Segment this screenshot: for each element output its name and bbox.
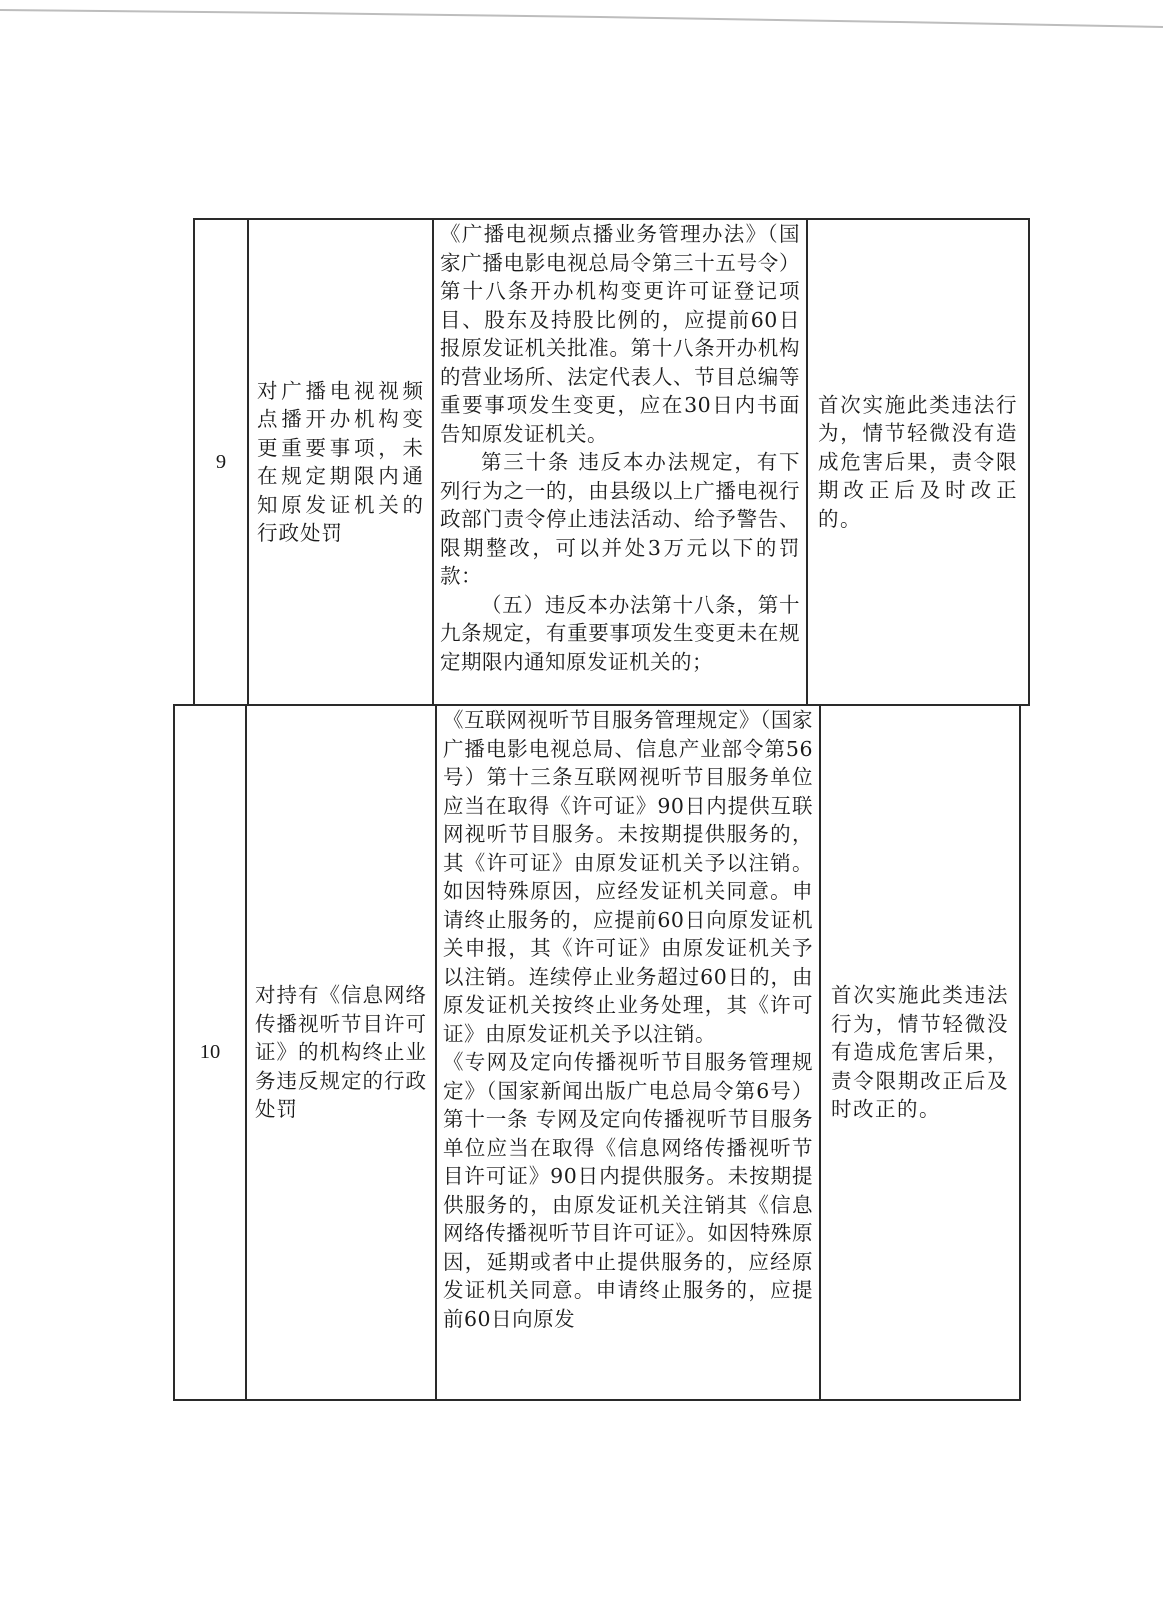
regulation-row-9 bbox=[193, 218, 1030, 706]
basis-paragraph: 《互联网视听节目服务管理规定》（国家广播电影电视总局、信息产业部令第56号）第十三条互联网视听节目服务单位应当在取得《许可证》90日内提供互联网视听节目服务。未按期提供服务的，其《许可证》由原发证机关予以注销。如因特殊原因，应经发证机关同意。申请终止服务的，应提前60日向原发证机关申报，其《许可证》由原发证机关予以注销。连续停止业务超过60日的，由原发证机关按终止业务处理，其《许可证》由原发证机关予以注销。 bbox=[443, 708, 813, 1046]
exemption-text: 首次实施此类违法行为，情节轻微没有造成危害后果，责令限期改正后及时改正的。 bbox=[818, 392, 1018, 531]
regulation-row-10 bbox=[173, 704, 1021, 1401]
basis-paragraph: （五）违反本办法第十八条，第十九条规定，有重要事项发生变更未在规定期限内通知原发证机关的； bbox=[440, 592, 800, 674]
basis-paragraph: 《专网及定向传播视听节目服务管理规定》（国家新闻出版广电总局令第6号）第十一条 专网及定向传播视听节目服务单位应当在取得《信息网络传播视听节目许可证》90日内提供服务。未按期提供服务的，由原发证机关注销其《信息网络传播视听节目许可证》。如因特殊原因，延期或者中止提供服务的，应经原发证机关同意。申请终止服务的，应提前60日向原发 bbox=[443, 1050, 813, 1331]
basis-paragraph: 第三十条 违反本办法规定，有下列行为之一的，由县级以上广播电视行政部门责令停止违法活动、给予警告、限期整改，可以并处3万元以下的罚款： bbox=[440, 450, 800, 588]
exemption-text: 首次实施此类违法行为，情节轻微没有造成危害后果，责令限期改正后及时改正的。 bbox=[831, 983, 1009, 1122]
penalty-item-text: 对持有《信息网络传播视听节目许可证》的机构终止业务违反规定的行政处罚 bbox=[255, 983, 427, 1122]
exemption-condition bbox=[820, 705, 1020, 1400]
legal-basis bbox=[433, 219, 807, 705]
row-number: 10 bbox=[174, 705, 246, 1400]
legal-basis bbox=[436, 705, 820, 1400]
penalty-item-text: 对广播电视视频点播开办机构变更重要事项，未在规定期限内通知原发证机关的行政处罚 bbox=[257, 378, 424, 545]
penalty-item bbox=[246, 705, 436, 1400]
basis-paragraph: 《广播电视频点播业务管理办法》（国家广播电影电视总局令第三十五号令）第十八条开办机构变更许可证登记项目、股东及持股比例的，应提前60日报原发证机关批准。第十八条开办机构的营业场所、法定代表人、节目总编等重要事项发生变更，应在30日内书面告知原发证机关。 bbox=[440, 222, 800, 446]
scan-edge bbox=[0, 0, 1163, 30]
row-number: 9 bbox=[194, 219, 248, 705]
exemption-condition bbox=[807, 219, 1029, 705]
penalty-item bbox=[248, 219, 433, 705]
